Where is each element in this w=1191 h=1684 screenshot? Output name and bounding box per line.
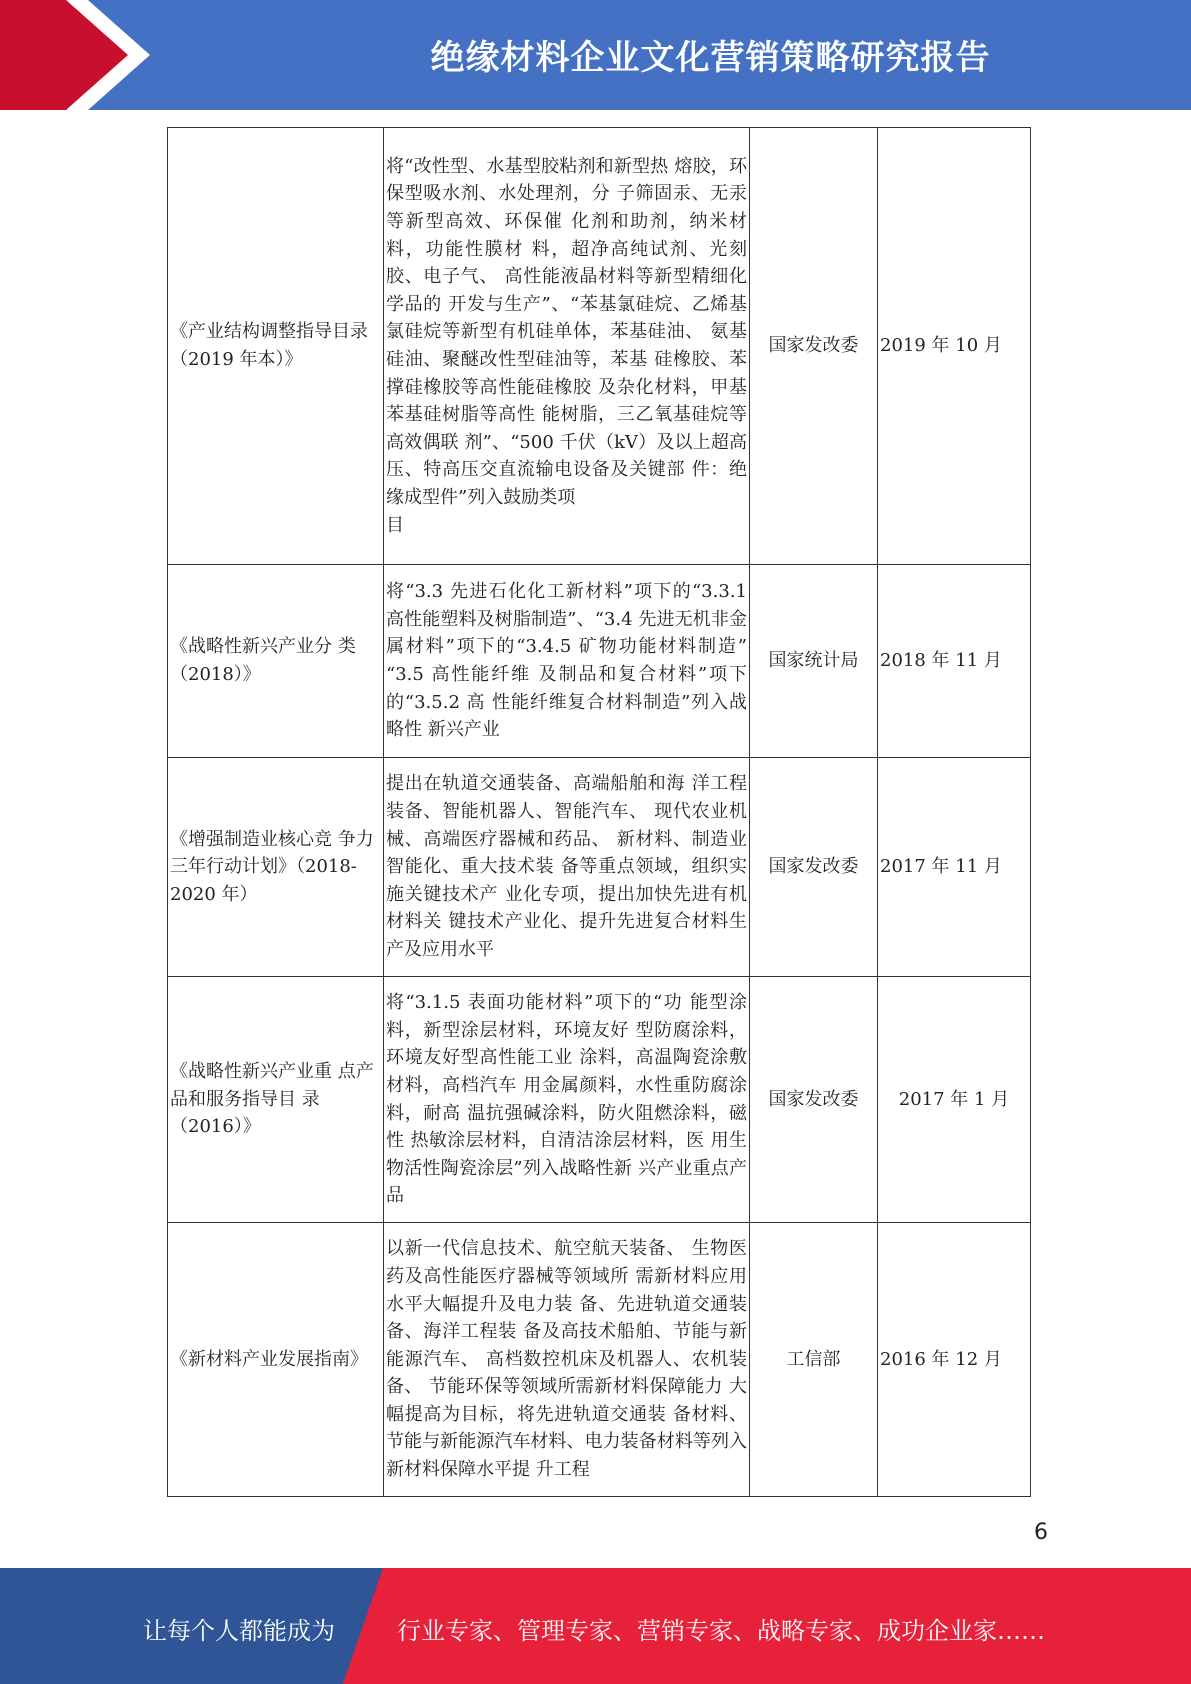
policy-name-cell: 《新材料产业发展指南》 [168,1223,384,1497]
policy-content-text: 将“改性型、水基型胶粘剂和新型热 熔胶，环保型吸水剂、水处理剂，分 子筛固汞、无汞等新型高效、环保催 化剂和助剂，纳米材料，功能性膜材 料，超净高纯试剂、光刻胶、电子气、 高性能液晶材料等新型精细化学品的 开发与生产”、“苯基氯硅烷、乙烯基 氯硅烷等新型有机硅单体，苯基硅油、 氨基硅油、聚醚改性型硅油等，苯基 硅橡胶、苯撑硅橡胶等高性能硅橡胶 及杂化材料，甲基苯基硅树脂等高性 能树脂，三乙氧基硅烷等高效偶联 剂”、“500 千伏（kV）及以上超高压、特高压交直流输电设备及关键部 件：绝缘成型件”列入鼓励类项 [386,155,747,508]
footer-slogan-left: 让每个人都能成为 [143,1617,335,1645]
issuing-department-cell: 国家发改委 [750,128,878,565]
policy-content-cell: 将“3.3 先进石化化工新材料”项下的“3.3.1 高性能塑料及树脂制造”、“3.4 先进无机非金属材料”项下的“3.4.5 矿物功能材料制造” “3.5 高性能纤维 及制品和复合材料”项下的“3.5.2 高 性能纤维复合材料制造”列入战略性 新兴产业 [384,565,750,758]
issue-date-cell: 2017 年 1 月 [878,977,1031,1223]
policy-content-cell: 将“3.1.5 表面功能材料”项下的“功 能型涂料，新型涂层材料，环境友好 型防腐涂料，环境友好型高性能工业 涂料，高温陶瓷涂敷材料，高档汽车 用金属颜料，水性重防腐涂料，耐高 温抗强碱涂料，防火阻燃涂料，磁性 热敏涂层材料，自清洁涂层材料，医 用生物活性陶瓷涂层”列入战略性新 兴产业重点产品 [384,977,750,1223]
table-row [168,565,1031,758]
page-number: 6 [1034,1520,1048,1545]
policy-content-tail: 目 [386,514,404,536]
footer-slogan-right: 行业专家、管理专家、营销专家、战略专家、成功企业家…… [397,1617,1045,1645]
page-footer [0,1568,1191,1684]
policy-content-cell: 以新一代信息技术、航空航天装备、 生物医药及高性能医疗器械等领域所 需新材料应用水平大幅提升及电力装 备、先进轨道交通装备、海洋工程装 备及高技术船舶、节能与新能源汽车、 高档数控机床及机器人、农机装备、 节能环保等领域所需新材料保障能力 大幅提高为目标，将先进轨道交通装 备材料、节能与新能源汽车材料、电力装备材料等列入新材料保障水平提 升工程 [384,1223,750,1497]
issuing-department-cell: 工信部 [750,1223,878,1497]
policy-name-cell: 《战略性新兴产业分 类（2018）》 [168,565,384,758]
policy-content-cell [384,128,750,565]
report-title: 绝缘材料企业文化营销策略研究报告 [430,38,991,78]
issue-date-cell: 2019 年 10 月 [878,128,1031,565]
issuing-department-cell: 国家统计局 [750,565,878,758]
policy-name-cell: 《战略性新兴产业重 点产品和服务指导目 录（2016）》 [168,977,384,1223]
table-row [168,758,1031,977]
table-row [168,1223,1031,1497]
issuing-department-cell: 国家发改委 [750,977,878,1223]
policy-name-cell: 《产业结构调整指导目录（2019 年本）》 [168,128,384,565]
page-header [0,0,1191,110]
policy-content-cell: 提出在轨道交通装备、高端船舶和海 洋工程装备、智能机器人、智能汽车、 现代农业机械、高端医疗器械和药品、 新材料、制造业智能化、重大技术装 备等重点领域，组织实施关键技术产 业化专项，提出加快先进有机材料关 键技术产业化、提升先进复合材料生 产及应用水平 [384,758,750,977]
table-row [168,977,1031,1223]
table-row [168,128,1031,565]
issue-date-cell: 2016 年 12 月 [878,1223,1031,1497]
issuing-department-cell: 国家发改委 [750,758,878,977]
policy-name-cell: 《增强制造业核心竞 争力三年行动计划》（2018-2020 年） [168,758,384,977]
issue-date-cell: 2017 年 11 月 [878,758,1031,977]
policy-table [167,127,1031,1497]
issue-date-cell: 2018 年 11 月 [878,565,1031,758]
